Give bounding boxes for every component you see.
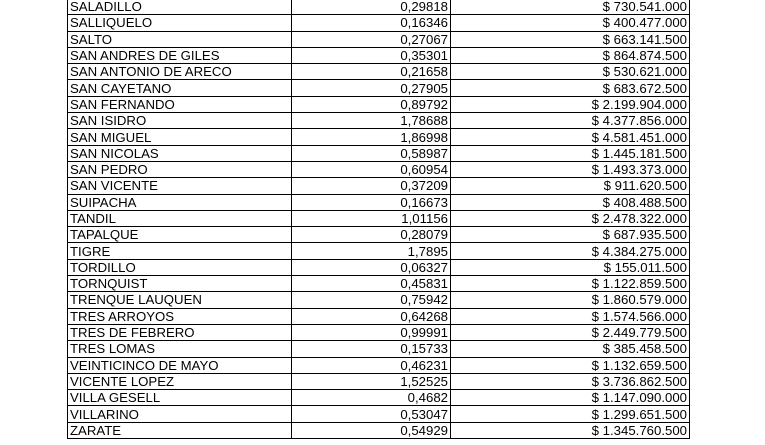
amount-cell: $ 385.458.500 [451, 341, 690, 357]
table-row [68, 161, 690, 177]
amount-cell: $ 687.935.500 [451, 227, 690, 243]
coefficient-cell: 0,37209 [292, 178, 451, 194]
municipality-name-cell: VILLA GESELL [68, 390, 292, 406]
table-row [68, 96, 690, 112]
amount-cell: $ 1.147.090.000 [451, 390, 690, 406]
municipality-name-cell: TRES DE FEBRERO [68, 324, 292, 340]
coefficient-cell: 0,60954 [292, 161, 451, 177]
table-row [68, 227, 690, 243]
coefficient-cell: 1,52525 [292, 373, 451, 389]
amount-cell: $ 911.620.500 [451, 178, 690, 194]
municipality-name-cell: SAN CAYETANO [68, 80, 292, 96]
coefficient-cell: 0,64268 [292, 308, 451, 324]
municipality-name-cell: SAN ANDRES DE GILES [68, 47, 292, 63]
coefficient-cell: 0,4682 [292, 390, 451, 406]
municipality-name-cell: SALTO [68, 31, 292, 47]
municipality-name-cell: VILLARINO [68, 406, 292, 422]
table-row [68, 259, 690, 275]
municipality-name-cell: SALLIQUELO [68, 15, 292, 31]
table-row [68, 390, 690, 406]
municipality-name-cell: TORNQUIST [68, 276, 292, 292]
amount-cell: $ 530.621.000 [451, 64, 690, 80]
coefficient-cell: 0,89792 [292, 96, 451, 112]
municipality-name-cell: TRES ARROYOS [68, 308, 292, 324]
municipality-name-cell: TAPALQUE [68, 227, 292, 243]
coefficient-cell: 0,46231 [292, 357, 451, 373]
table-row [68, 373, 690, 389]
amount-cell: $ 1.132.659.500 [451, 357, 690, 373]
table-row [68, 178, 690, 194]
table-row [68, 47, 690, 63]
amount-cell: $ 2.449.779.500 [451, 324, 690, 340]
table-row [68, 308, 690, 324]
table-row [68, 64, 690, 80]
amount-cell: $ 1.860.579.000 [451, 292, 690, 308]
coefficient-cell: 1,86998 [292, 129, 451, 145]
coefficient-cell: 1,78688 [292, 113, 451, 129]
coefficient-cell: 0,28079 [292, 227, 451, 243]
coefficient-cell: 0,54929 [292, 422, 451, 438]
amount-cell: $ 4.581.451.000 [451, 129, 690, 145]
municipality-name-cell: TRENQUE LAUQUEN [68, 292, 292, 308]
municipality-name-cell: SAN ANTONIO DE ARECO [68, 64, 292, 80]
amount-cell: $ 1.345.760.500 [451, 422, 690, 438]
municipality-name-cell: VICENTE LOPEZ [68, 373, 292, 389]
amount-cell: $ 2.199.904.000 [451, 96, 690, 112]
table-row [68, 113, 690, 129]
coefficient-cell: 0,53047 [292, 406, 451, 422]
amount-cell: $ 155.011.500 [451, 259, 690, 275]
coefficient-cell: 0,75942 [292, 292, 451, 308]
municipality-name-cell: TRES LOMAS [68, 341, 292, 357]
amount-cell: $ 400.477.000 [451, 15, 690, 31]
municipality-name-cell: SUIPACHA [68, 194, 292, 210]
table-row [68, 210, 690, 226]
table-row [68, 80, 690, 96]
municipality-name-cell: TANDIL [68, 210, 292, 226]
amount-cell: $ 730.541.000 [451, 0, 690, 15]
municipality-name-cell: SAN NICOLAS [68, 145, 292, 161]
coefficient-cell: 1,7895 [292, 243, 451, 259]
municipality-name-cell: SAN ISIDRO [68, 113, 292, 129]
table-row [68, 243, 690, 259]
coefficient-cell: 0,29818 [292, 0, 451, 15]
table-row [68, 341, 690, 357]
coefficient-cell: 1,01156 [292, 210, 451, 226]
municipality-name-cell: SAN FERNANDO [68, 96, 292, 112]
coefficient-cell: 0,58987 [292, 145, 451, 161]
amount-cell: $ 3.736.862.500 [451, 373, 690, 389]
coefficient-cell: 0,99991 [292, 324, 451, 340]
municipality-table [67, 0, 690, 439]
municipality-name-cell: SAN PEDRO [68, 161, 292, 177]
municipality-name-cell: ZARATE [68, 422, 292, 438]
municipality-name-cell: TIGRE [68, 243, 292, 259]
coefficient-cell: 0,16346 [292, 15, 451, 31]
municipality-name-cell: SAN VICENTE [68, 178, 292, 194]
coefficient-cell: 0,27905 [292, 80, 451, 96]
amount-cell: $ 1.574.566.000 [451, 308, 690, 324]
table-row [68, 15, 690, 31]
table-row [68, 129, 690, 145]
table-row [68, 0, 690, 15]
table-row [68, 145, 690, 161]
amount-cell: $ 683.672.500 [451, 80, 690, 96]
amount-cell: $ 408.488.500 [451, 194, 690, 210]
coefficient-cell: 0,21658 [292, 64, 451, 80]
table-row [68, 276, 690, 292]
amount-cell: $ 864.874.500 [451, 47, 690, 63]
amount-cell: $ 1.445.181.500 [451, 145, 690, 161]
table-row [68, 31, 690, 47]
amount-cell: $ 663.141.500 [451, 31, 690, 47]
amount-cell: $ 1.122.859.500 [451, 276, 690, 292]
municipality-name-cell: TORDILLO [68, 259, 292, 275]
table-row [68, 292, 690, 308]
amount-cell: $ 4.384.275.000 [451, 243, 690, 259]
coefficient-cell: 0,16673 [292, 194, 451, 210]
table-body [68, 0, 690, 439]
coefficient-cell: 0,27067 [292, 31, 451, 47]
municipality-name-cell: SAN MIGUEL [68, 129, 292, 145]
coefficient-cell: 0,06327 [292, 259, 451, 275]
table-row [68, 324, 690, 340]
table-row [68, 194, 690, 210]
municipality-name-cell: SALADILLO [68, 0, 292, 15]
table-row [68, 357, 690, 373]
municipality-name-cell: VEINTICINCO DE MAYO [68, 357, 292, 373]
amount-cell: $ 4.377.856.000 [451, 113, 690, 129]
amount-cell: $ 2.478.322.000 [451, 210, 690, 226]
coefficient-cell: 0,45831 [292, 276, 451, 292]
amount-cell: $ 1.299.651.500 [451, 406, 690, 422]
table-row [68, 406, 690, 422]
table-row [68, 422, 690, 438]
coefficient-cell: 0,35301 [292, 47, 451, 63]
coefficient-cell: 0,15733 [292, 341, 451, 357]
amount-cell: $ 1.493.373.000 [451, 161, 690, 177]
